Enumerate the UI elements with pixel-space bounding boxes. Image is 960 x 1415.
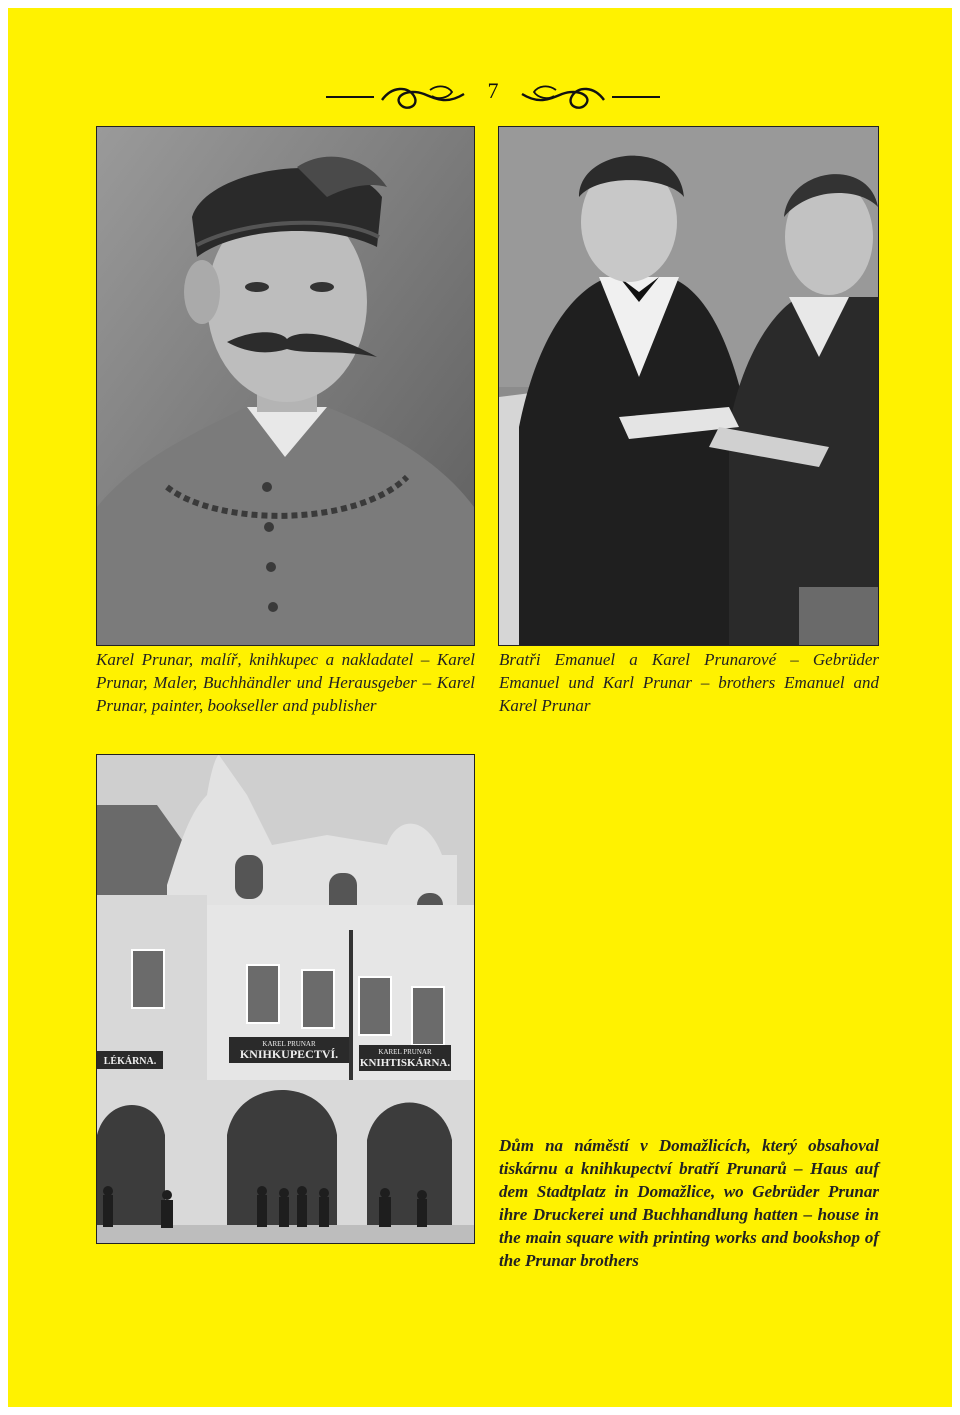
page-number: 7 (487, 78, 499, 103)
house-photo (96, 754, 475, 1244)
page-header (318, 70, 668, 120)
header-rule-right (612, 96, 660, 98)
document-page (8, 8, 952, 1407)
flourish-icon (378, 80, 468, 116)
sign-pharmacy: LÉKÁRNA. (103, 1056, 157, 1067)
portrait-photo (96, 126, 475, 646)
sign-left-big: KNIHKUPECTVÍ. (239, 1047, 339, 1061)
brothers-photo (498, 126, 879, 646)
sign-left-small: KAREL PRUNAR (262, 1040, 316, 1048)
sign-right-big: KNIHTISKÁRNA. (359, 1057, 451, 1069)
header-rule-left (326, 96, 374, 98)
portrait-caption: Karel Prunar, malíř, knihkupec a nakladatel – Karel Prunar, Maler, Buchhändler und Herausgeber – Karel Prunar, painter, bookseller and publisher (96, 650, 475, 715)
flourish-icon (518, 80, 608, 116)
brothers-caption: Bratři Emanuel a Karel Prunarové – Gebrüder Emanuel und Karl Prunar – brothers Emanuel and Karel Prunar (499, 650, 879, 715)
sign-right-small: KAREL PRUNAR (378, 1048, 432, 1056)
house-caption: Dům na náměstí v Domažlicích, který obsahoval tiskárnu a knihkupectví bratří Prunarů – Haus auf dem Stadtplatz in Domažlice, wo Gebrüder Prunar ihre Druckerei und Buchhandlung hatten – house in the main square with printing works and bookshop of the Prunar brothers (499, 1136, 879, 1270)
